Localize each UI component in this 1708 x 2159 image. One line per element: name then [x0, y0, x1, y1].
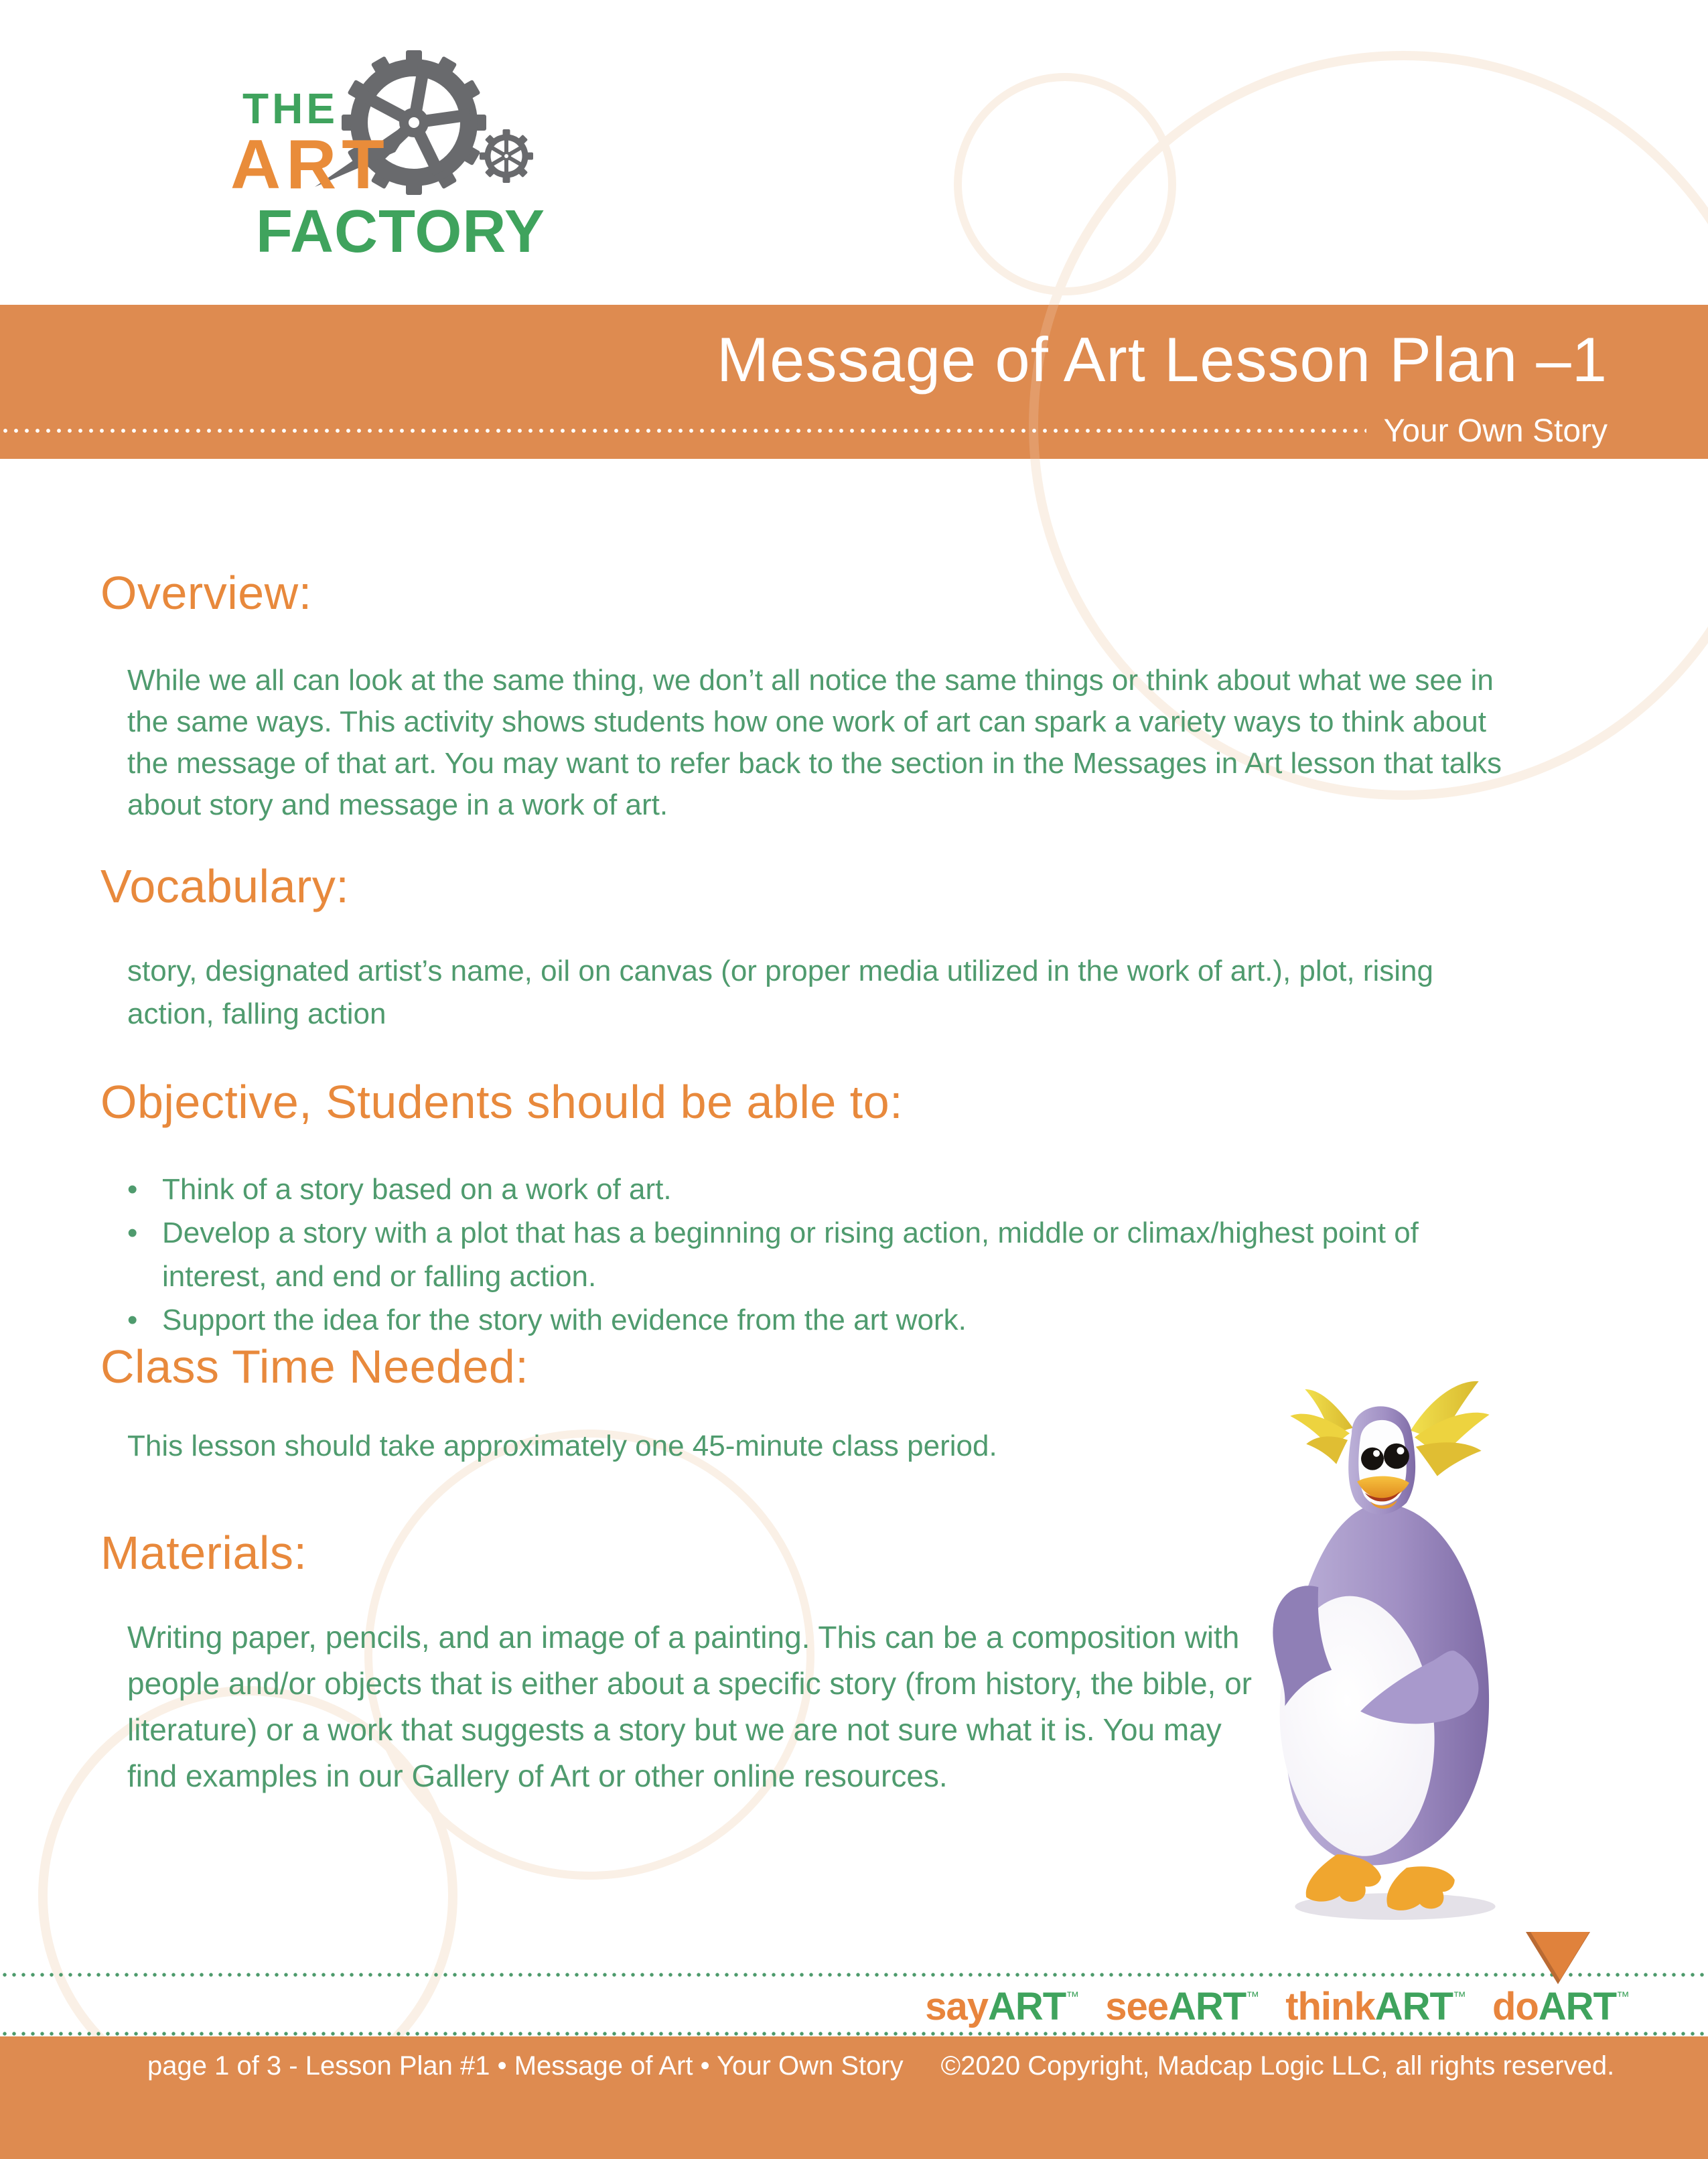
page-subtitle: Your Own Story [1383, 413, 1608, 449]
section-heading: Materials: [100, 1527, 307, 1579]
bullet-line: Develop a story with a plot that has a beginning or rising action, middle or climax/highest point of [162, 1216, 1419, 1249]
brand-tagline [925, 1984, 1629, 2029]
brand-see-art: seeART™ [1105, 1985, 1259, 2028]
bullet-icon: • [127, 1216, 138, 1249]
section-vocabulary [100, 859, 1433, 1036]
brand-do-art: doART™ [1492, 1985, 1629, 2028]
dotted-separator-top [0, 1972, 1708, 1977]
bullet-item [127, 1298, 1419, 1342]
paragraph-line: story, designated artist’s name, oil on canvas (or proper media utilized in the work of art.), plot, rising [127, 955, 1433, 987]
bullet-icon: • [127, 1173, 138, 1206]
section-overview [100, 566, 1502, 826]
section-heading: Vocabulary: [100, 860, 350, 912]
bullet-icon: • [127, 1304, 138, 1336]
bullet-line: Think of a story based on a work of art. [162, 1173, 672, 1206]
art-factory-logo [228, 57, 589, 278]
bullet-line: interest, and end or falling action. [162, 1260, 597, 1293]
paragraph-line: find examples in our Gallery of Art or other online resources. [127, 1758, 948, 1793]
title-banner [0, 305, 1708, 459]
paragraph-line: While we all can look at the same thing, we don’t all notice the same things or think about what we see in [127, 664, 1494, 697]
footer-page-info: page 1 of 3 - Lesson Plan #1 • Message of Art • Your Own Story [147, 2051, 904, 2081]
logo-word-art: ART [230, 126, 390, 204]
section-heading: Objective, Students should be able to: [100, 1076, 904, 1128]
footer-copyright: ©2020 Copyright, Madcap Logic LLC, all rights reserved. [940, 2051, 1615, 2081]
section-heading: Class Time Needed: [100, 1340, 529, 1393]
dotted-separator-bottom [0, 2031, 1708, 2036]
paragraph-line: the same ways. This activity shows students how one work of art can spark a variety ways to think about [127, 705, 1487, 738]
banner-dotted-line [0, 428, 1366, 433]
logo-word-factory: FACTORY [256, 198, 546, 265]
bullet-line: Support the idea for the story with evidence from the art work. [162, 1304, 967, 1336]
section-heading: Overview: [100, 567, 312, 619]
page-title: Message of Art Lesson Plan –1 [716, 324, 1608, 395]
section-objective [100, 1075, 1419, 1342]
paragraph-line: about story and message in a work of art. [127, 788, 668, 821]
logo-word-the: THE [242, 84, 338, 133]
penguin-mascot-image [1251, 1372, 1506, 1927]
paragraph-line: action, falling action [127, 997, 386, 1030]
brand-say-art: sayART™ [925, 1985, 1079, 2028]
bullet-item [127, 1168, 1419, 1211]
paragraph-line: literature) or a work that suggests a story but we are not sure what it is. You may [127, 1712, 1222, 1747]
paragraph-line: people and/or objects that is either about a specific story (from history, the bible, or [127, 1666, 1252, 1701]
paragraph-line: Writing paper, pencils, and an image of a painting. This can be a composition with [127, 1620, 1240, 1655]
brand-think-art: thinkART™ [1285, 1985, 1466, 2028]
section-class-time [100, 1340, 997, 1467]
paragraph-line: This lesson should take approximately one 45-minute class period. [127, 1430, 997, 1462]
bullet-item [127, 1211, 1419, 1298]
footer-bar [0, 2036, 1708, 2159]
paragraph-line: the message of that art. You may want to refer back to the section in the Messages in Art lesson that talks [127, 747, 1502, 780]
down-arrow-icon [1526, 1932, 1593, 1986]
section-materials [100, 1526, 1252, 1799]
